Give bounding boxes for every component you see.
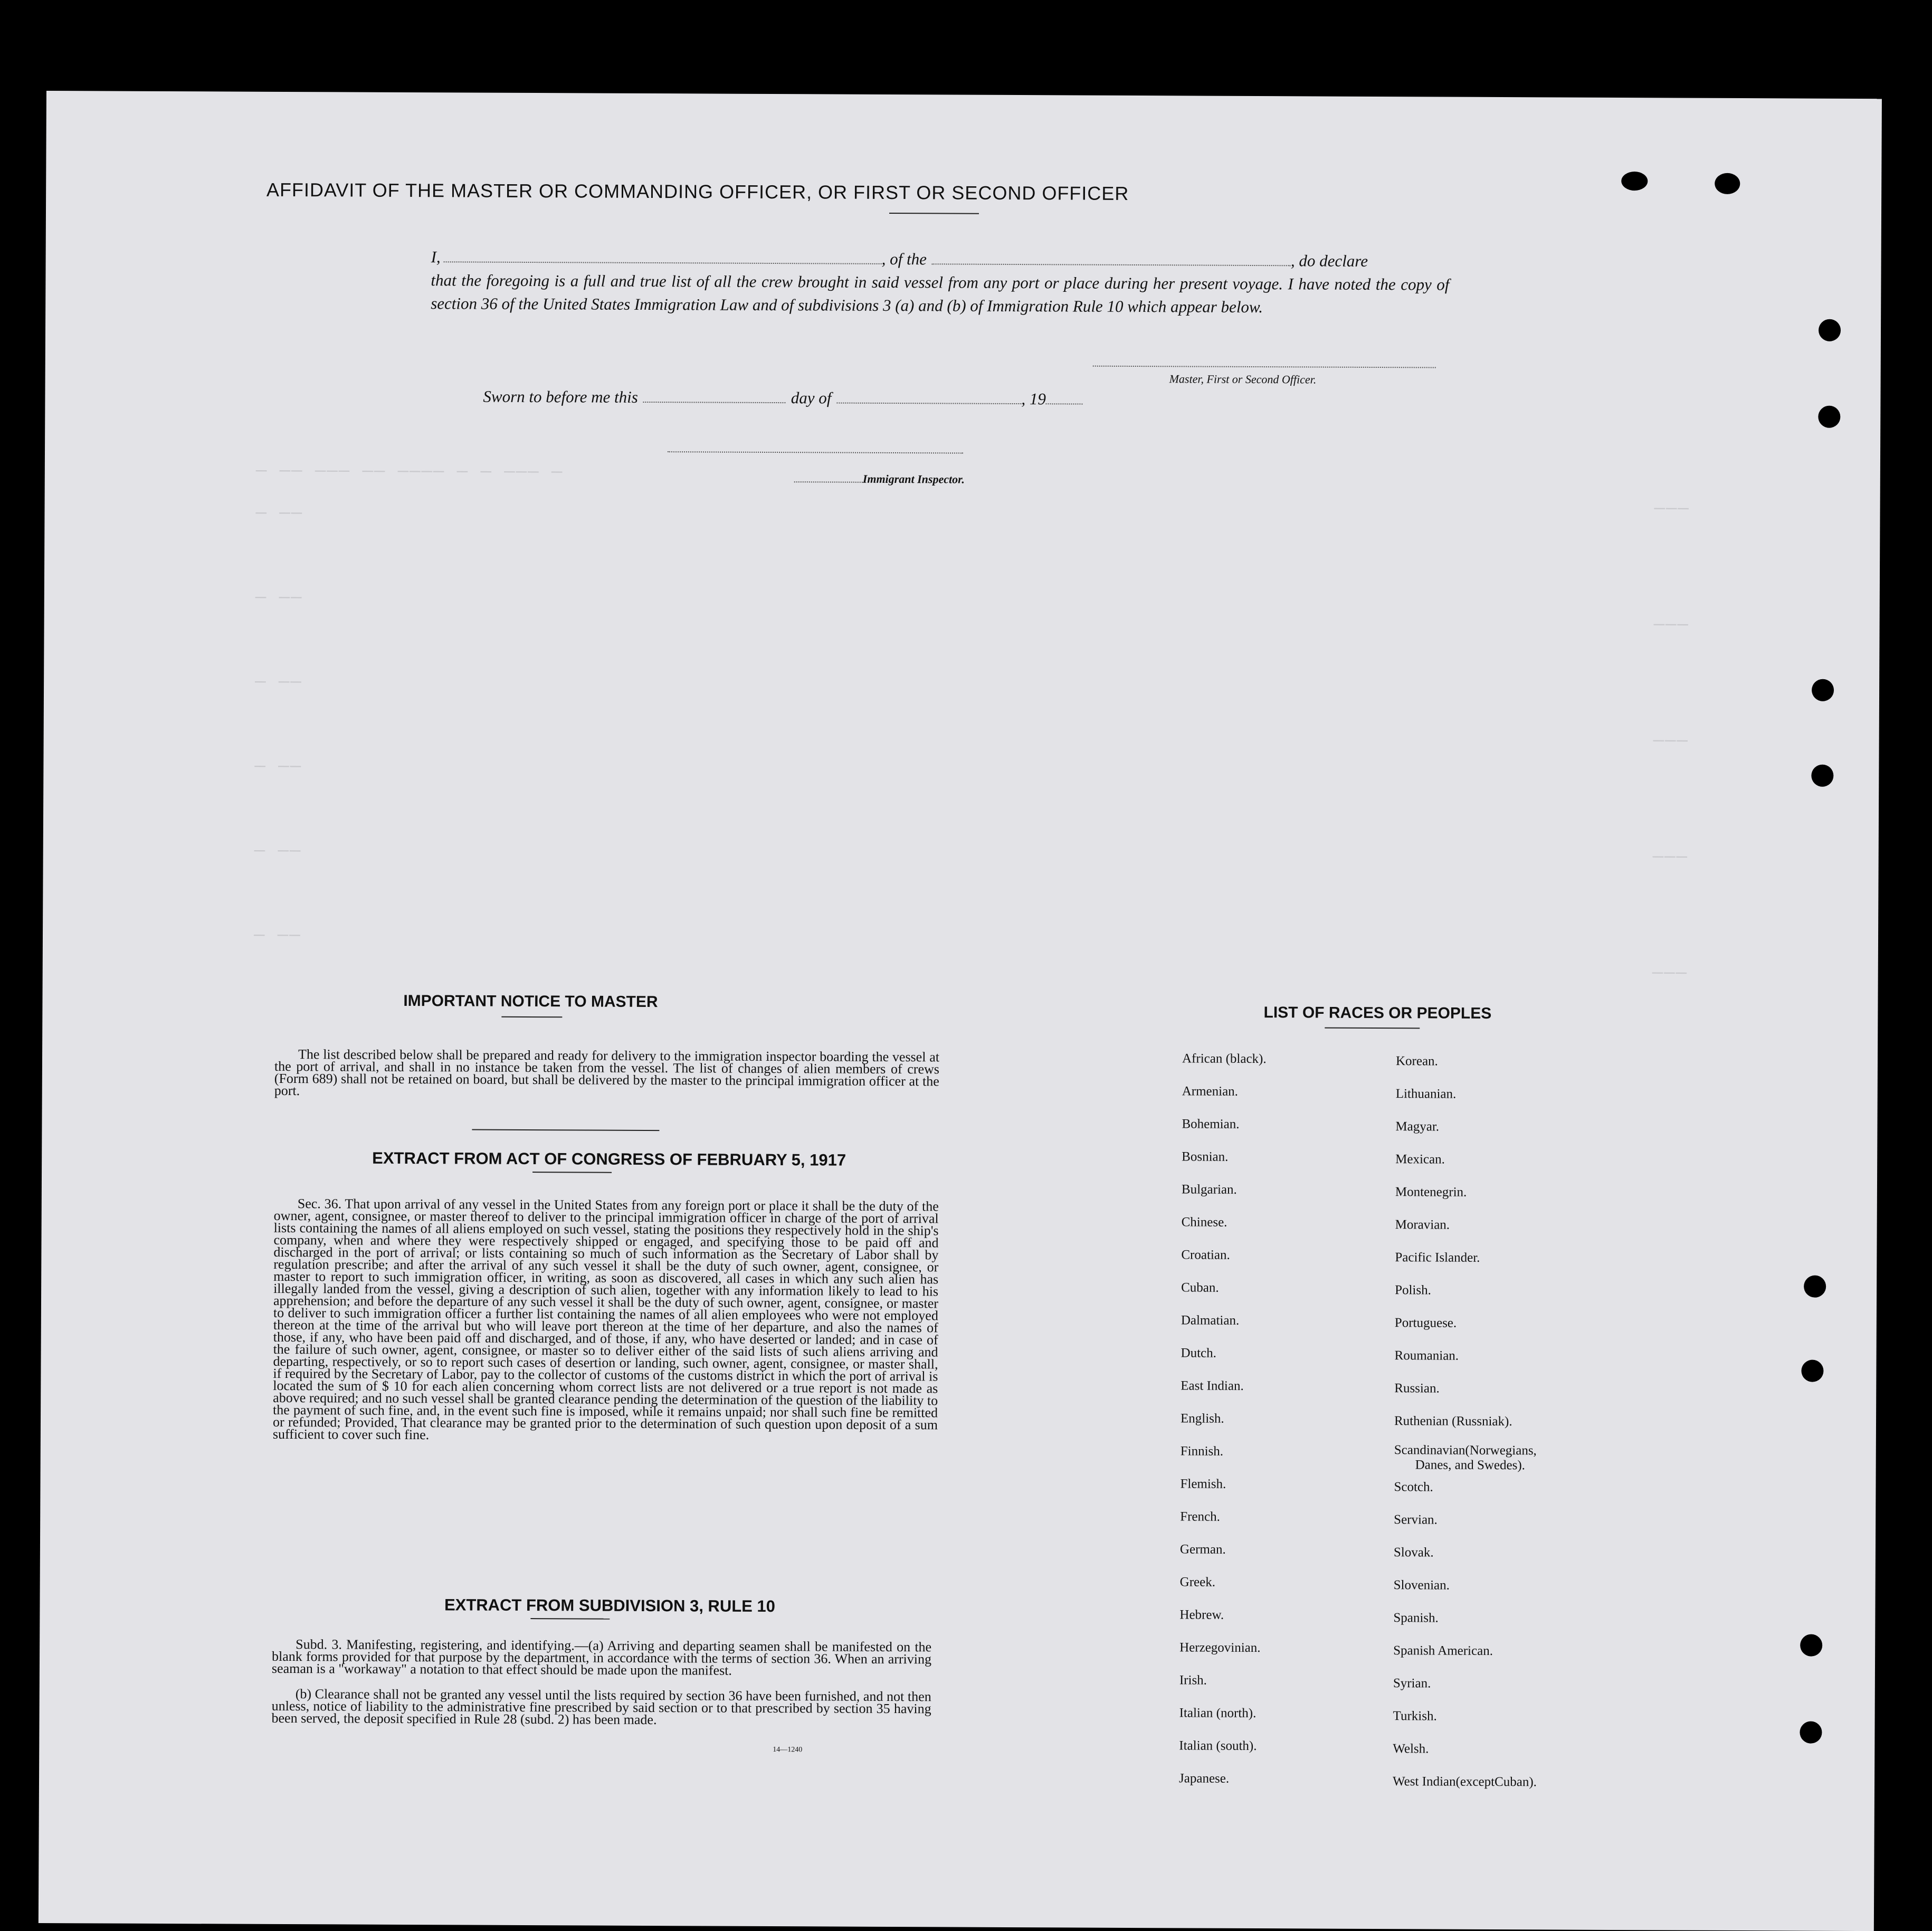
- rule-extract-text-b: (b) Clearance shall not be granted any vessel until the lists required by section 36 have been furnished, and not then unless, notice of liability to the administrative fine prescribed by said section or to that prescribed by section 35 having been served, the deposit specified in Rule 28 (subd. 2) has been made.: [271, 1686, 931, 1728]
- race-item: French.: [1180, 1509, 1220, 1524]
- binder-hole-icon: [1800, 1634, 1822, 1657]
- race-item: Turkish.: [1393, 1709, 1437, 1724]
- race-item: Lithuanian.: [1395, 1087, 1457, 1101]
- race-item: Montenegrin.: [1395, 1185, 1467, 1200]
- race-item: East Indian.: [1181, 1378, 1244, 1393]
- officer-name-field[interactable]: [444, 248, 882, 264]
- declaration-text: that the foregoing is a full and true list of all the crew brought in said vessel from any port or place during her present voyage. I have noted the copy of section 36 of the United States Immigration Law and of subdivisions 3 (a) and (b) of Immigration Rule 10 which appear below.: [431, 271, 1450, 317]
- race-item: Irish.: [1179, 1673, 1207, 1688]
- binder-hole-icon: [1715, 173, 1740, 194]
- race-item: Syrian.: [1393, 1676, 1431, 1691]
- form-sheet: [39, 91, 1882, 1931]
- races-divider: [1325, 1028, 1420, 1029]
- declaration-block: [431, 245, 1450, 319]
- race-item: Greek.: [1179, 1575, 1216, 1590]
- title-divider: [889, 213, 979, 214]
- race-item: Scotch.: [1394, 1480, 1433, 1495]
- inspector-signature-field[interactable]: [668, 451, 963, 453]
- race-item: Croatian.: [1181, 1248, 1230, 1262]
- race-item: Mexican.: [1395, 1152, 1445, 1167]
- race-item: Finnish.: [1180, 1444, 1224, 1459]
- sworn-label: Sworn to before me this: [483, 387, 638, 406]
- notice-title: IMPORTANT NOTICE TO MASTER: [403, 992, 658, 1011]
- i-label: I,: [431, 248, 441, 267]
- rule-extract-divider: [530, 1618, 610, 1620]
- binder-hole-icon: [1812, 679, 1834, 701]
- vessel-name-field[interactable]: [932, 250, 1291, 266]
- race-item: Cuban.: [1181, 1280, 1219, 1295]
- do-declare-label: , do declare: [1290, 251, 1368, 270]
- race-item: Spanish.: [1393, 1611, 1439, 1625]
- binder-hole-icon: [1801, 1360, 1823, 1382]
- race-item: Slovenian.: [1393, 1578, 1450, 1593]
- notice-text: The list described below shall be prepared and ready for delivery to the immigration inspector boarding the vessel at the port of arrival, and shall in no instance be taken from the vessel. The list of changes of alien members of crews (Form 689) shall not be retained on board, but shall be delivered by the master to the principal immigration officer at the port.: [274, 1047, 940, 1099]
- sworn-day-field[interactable]: [643, 388, 786, 403]
- binder-hole-icon: [1804, 1276, 1826, 1298]
- inspector-name-field[interactable]: [794, 472, 863, 483]
- binder-hole-icon: [1800, 1721, 1822, 1744]
- race-item: Italian (south).: [1179, 1738, 1257, 1754]
- inspector-line: [794, 472, 965, 486]
- race-item: German.: [1179, 1542, 1226, 1557]
- race-item: Polish.: [1395, 1283, 1431, 1298]
- race-item: Dutch.: [1181, 1346, 1217, 1361]
- race-item: Portuguese.: [1394, 1316, 1457, 1330]
- races-title: LIST OF RACES OR PEOPLES: [1263, 1004, 1492, 1022]
- race-item: Bulgarian.: [1181, 1182, 1237, 1197]
- master-signature-field[interactable]: [1093, 366, 1436, 368]
- bleed-through-texture: — —— ——— —— ———— — — ——— — — —— — —— — —— — —— — —— — —— ——— ——— ——— ——— ———: [253, 461, 1690, 984]
- rule-extract-title: EXTRACT FROM SUBDIVISION 3, RULE 10: [444, 1595, 776, 1616]
- act-extract-title: EXTRACT FROM ACT OF CONGRESS OF FEBRUARY 5, 1917: [372, 1148, 846, 1169]
- race-item: Hebrew.: [1179, 1607, 1224, 1622]
- act-extract-text: Sec. 36. That upon arrival of any vessel in the United States from any foreign port or place it shall be the duty of the owner, agent, consignee, or master thereof to deliver to the principal immigration officer in charge of the port of arrival lists containing the names of all aliens employed on such vessel, stating the positions they respectively hold in the ship's company, when and where they were respectively shipped or engaged, and specifying those to be paid off and discharged in the port of arrival; or lists containing so much of such information as the Secretary of Labor shall by regulation prescribe; and after the arrival of any such vessel it shall be the duty of such owner, agent, consignee, or master to report to such immigration officer, in writing, as soon as discovered, all cases in which any such alien has illegally landed from the vessel, giving a description of such alien, together with any information likely to lead to his apprehension; and before the departure of any such vessel it shall be the duty of such owner, agent, consignee, or master to deliver to such immigration officer a further list containing the names of all alien employees who were not employed thereon at the time of the arrival but who will leave port thereon at the time of her departure, and also the names of those, if any, who have been paid off and discharged, and of those, if any, who have deserted or landed; and in case of the failure of such owner, agent, consignee, or master so to deliver either of the said lists of such aliens arriving and departing, respectively, or so to report such cases of desertion or landing, such owner, agent, consignee, or master shall, if required by the Secretary of Labor, pay to the collector of customs of the customs district in which the port of arrival is located the sum of $ 10 for each alien concerning whom correct lists are not delivered or a true report is not made as above required; and no such vessel shall be granted clearance pending the determination of the question of the liability to the payment of such fine, and, in the event such fine is imposed, while it remains unpaid; nor shall such fine be remitted or refunded; Provided, That clearance may be granted prior to the determination of such question upon deposit of a sum sufficient to cover such fine.: [272, 1196, 939, 1443]
- binder-hole-icon: [1818, 406, 1840, 428]
- race-item: Russian.: [1394, 1381, 1440, 1396]
- race-item: West Indian(exceptCuban).: [1392, 1774, 1537, 1790]
- act-extract-divider: [532, 1172, 612, 1173]
- race-item: Herzegovinian.: [1179, 1640, 1261, 1656]
- race-item: Bohemian.: [1182, 1117, 1240, 1131]
- master-signature-label: Master, First or Second Officer.: [1169, 372, 1317, 386]
- sworn-line: [483, 387, 1083, 409]
- race-item: Moravian.: [1395, 1217, 1450, 1232]
- race-item: Servian.: [1394, 1513, 1438, 1527]
- race-item: English.: [1180, 1411, 1224, 1426]
- affidavit-title: AFFIDAVIT OF THE MASTER OR COMMANDING OFFICER, OR FIRST OR SECOND OFFICER: [266, 178, 1129, 204]
- race-item: Pacific Islander.: [1395, 1250, 1480, 1265]
- race-item: Welsh.: [1393, 1742, 1429, 1756]
- race-item: Magyar.: [1395, 1119, 1440, 1134]
- race-item: Danes, and Swedes).: [1415, 1458, 1526, 1473]
- year-label: , 19: [1021, 389, 1046, 408]
- sworn-month-field[interactable]: [836, 389, 1021, 405]
- race-item: Scandinavian(Norwegians,: [1394, 1443, 1537, 1458]
- race-item: Japanese.: [1179, 1771, 1230, 1786]
- race-item: Slovak.: [1393, 1545, 1434, 1560]
- race-item: Bosnian.: [1182, 1149, 1229, 1164]
- sworn-year-field[interactable]: [1046, 389, 1083, 404]
- binder-hole-icon: [1819, 319, 1841, 341]
- race-item: Chinese.: [1181, 1215, 1227, 1230]
- race-item: Flemish.: [1180, 1477, 1226, 1491]
- race-item: African (black).: [1182, 1051, 1267, 1067]
- rule-extract-text-a: Subd. 3. Manifesting, registering, and identifying.—(a) Arriving and departing seamen shall be manifested on the blank forms provided for that purpose by the department, in accordance with the terms of section 36. When an arriving seaman is a "workaway" a notation to that effect should be made upon the manifest.: [271, 1637, 932, 1678]
- race-item: Ruthenian (Russniak).: [1394, 1414, 1512, 1429]
- race-item: Roumanian.: [1394, 1348, 1459, 1363]
- notice-divider: [501, 1016, 562, 1018]
- day-of-label: day of: [791, 388, 832, 407]
- binder-hole-icon: [1621, 172, 1648, 191]
- race-item: Armenian.: [1182, 1084, 1239, 1099]
- race-item: Spanish American.: [1393, 1643, 1493, 1658]
- form-number: 14—1240: [773, 1746, 803, 1754]
- of-the-label: , of the: [881, 249, 927, 269]
- race-item: Dalmatian.: [1181, 1313, 1240, 1328]
- binder-hole-icon: [1811, 765, 1833, 787]
- race-item: Italian (north).: [1179, 1706, 1257, 1721]
- notice-rule: [472, 1129, 659, 1131]
- race-item: Korean.: [1395, 1054, 1438, 1069]
- inspector-label: Immigrant Inspector.: [862, 472, 965, 486]
